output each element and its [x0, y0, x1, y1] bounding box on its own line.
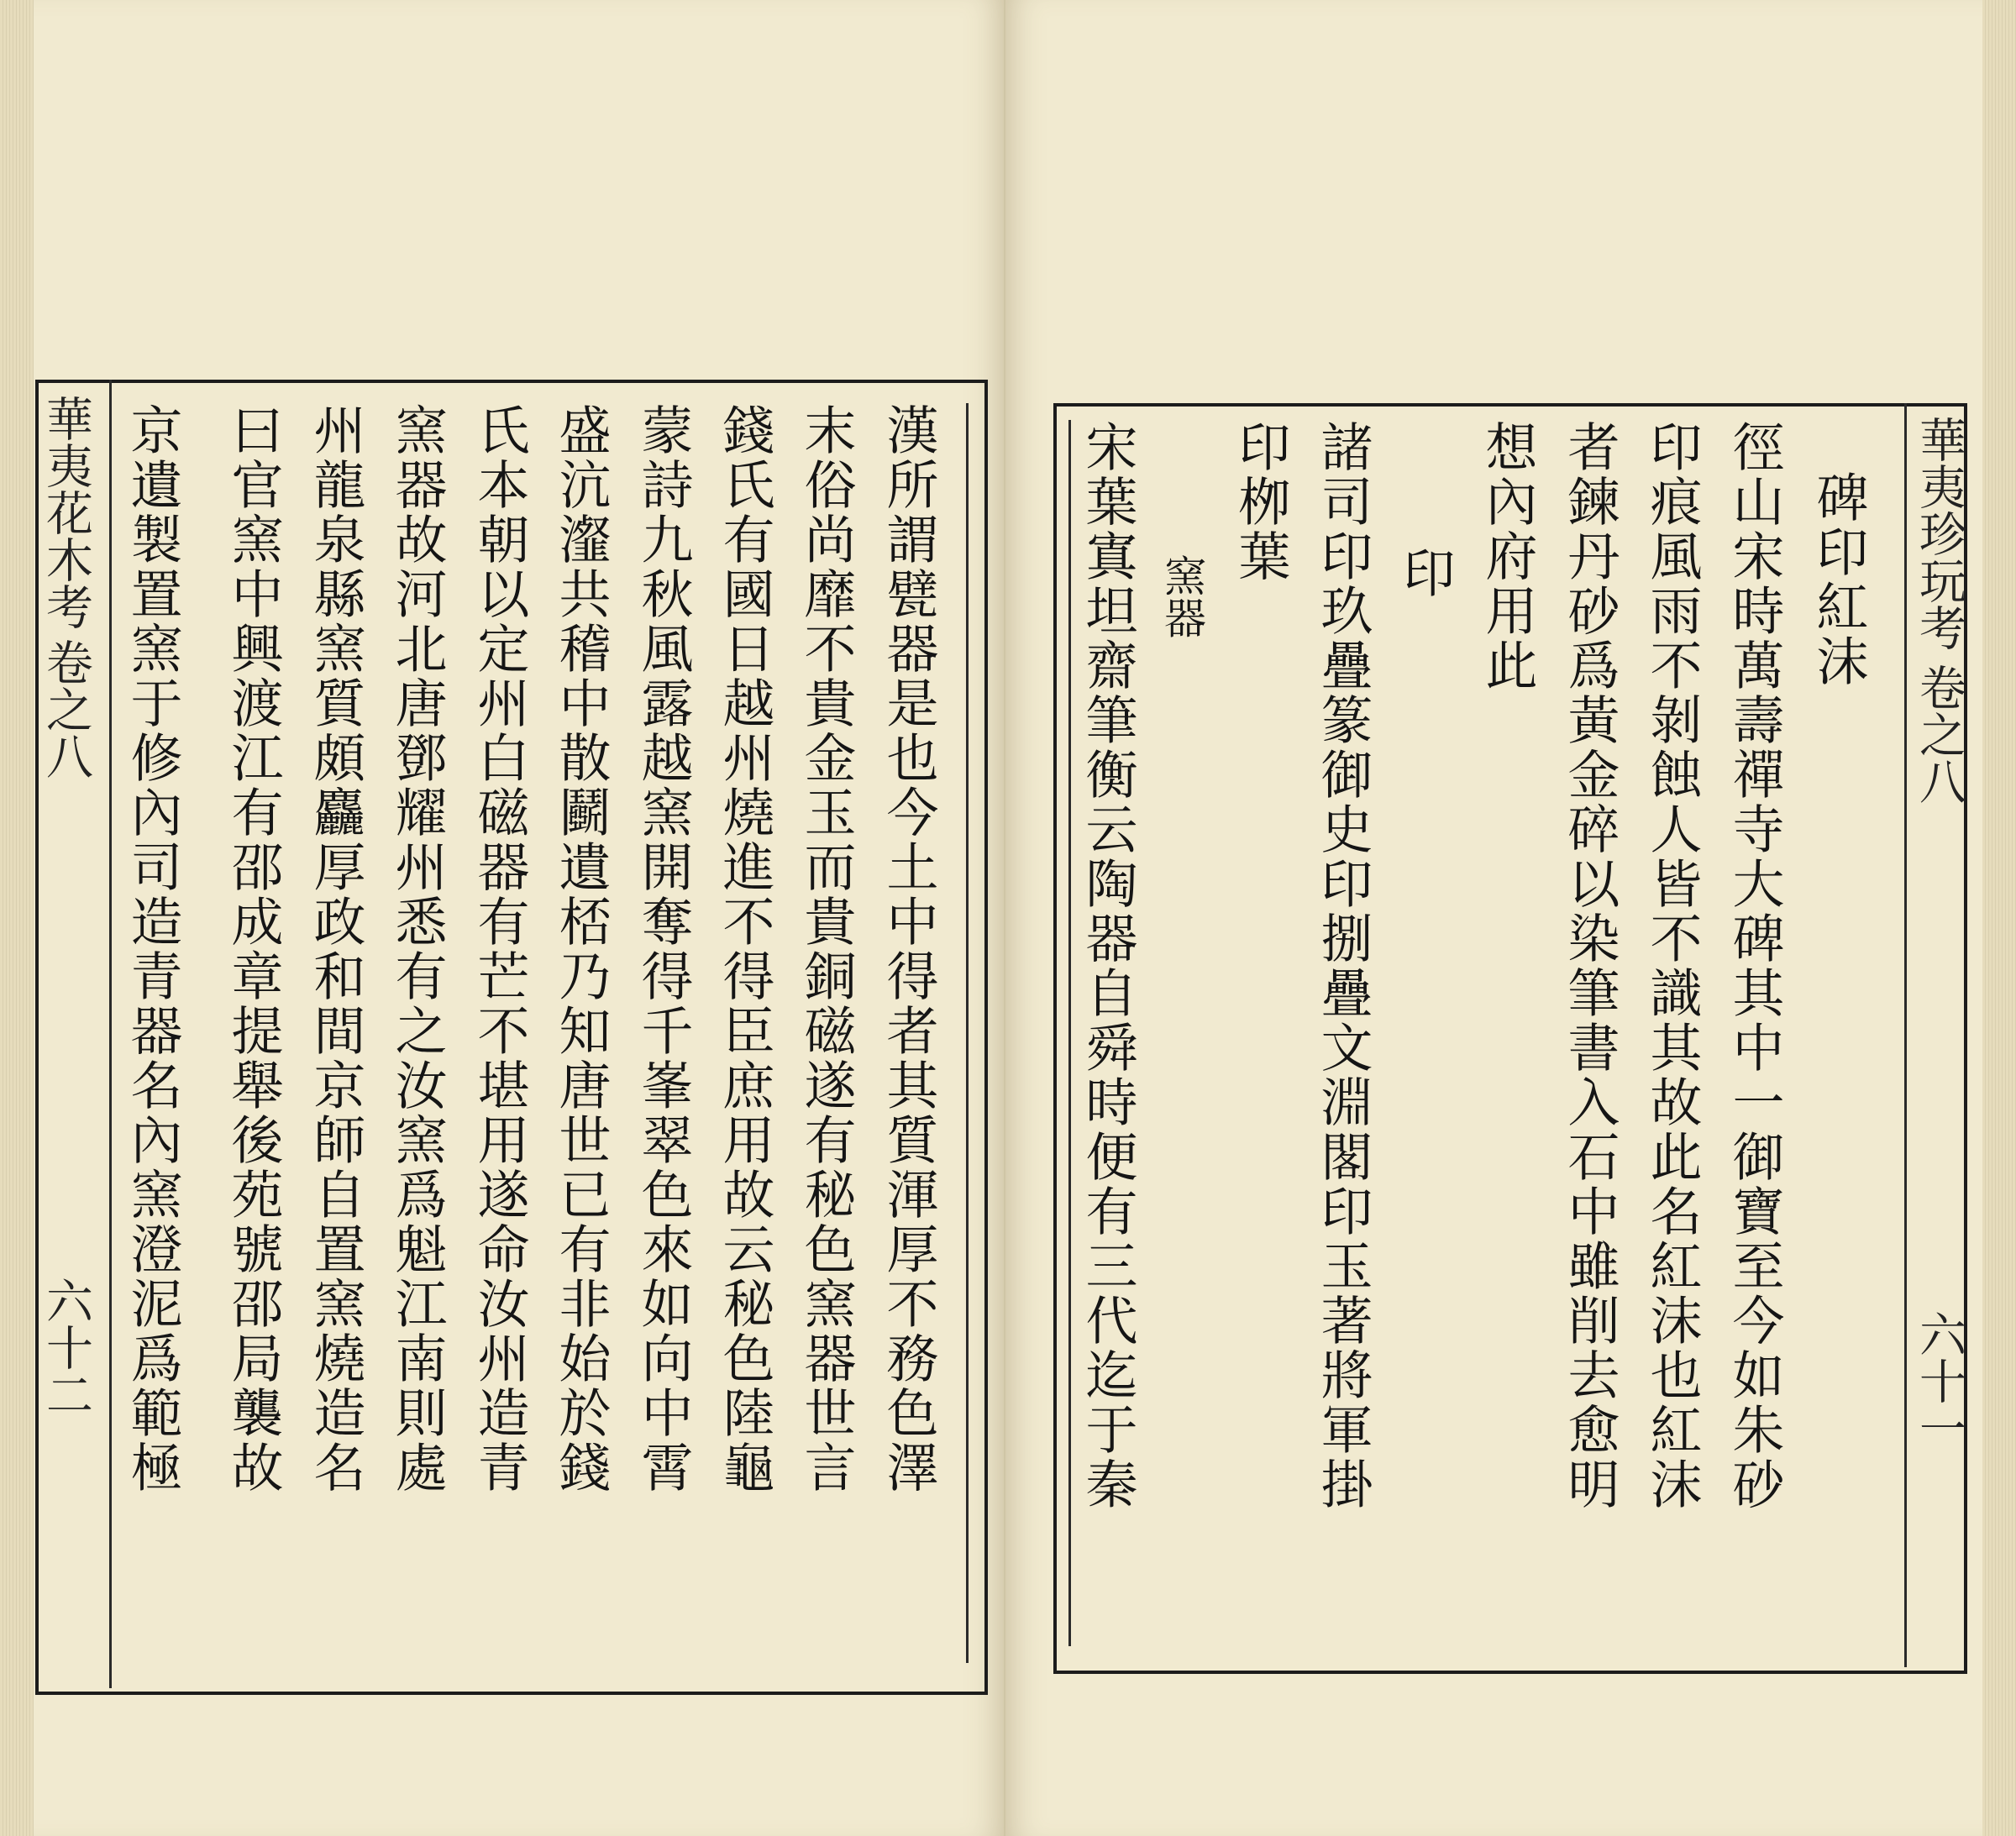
text-column: 印栁葉 [1230, 420, 1291, 584]
text-column: 京遺製置窯于修內司造青器名內窯澄泥爲範極 [122, 403, 183, 1495]
text-column: 窯器故河北唐鄧耀州悉有之汝窯爲魁江南則處 [386, 403, 448, 1495]
text-column: 想內府用此 [1477, 420, 1538, 693]
page-edges [1982, 0, 2016, 1836]
section-heading: 印 [1394, 546, 1456, 601]
text-column: 宋葉寘坦齋筆衡云陶器自舜時便有三代迄于秦 [1077, 420, 1138, 1512]
text-column: 曰官窯中興渡江有邵成章提舉後苑號邵局襲故 [223, 403, 284, 1495]
margin-volume: 卷之八 [39, 638, 93, 779]
center-fold-rule [109, 380, 112, 1688]
text-column: 漢所謂甓器是也今土中得者其質渾厚不務色澤 [878, 403, 939, 1495]
text-column: 州龍泉縣窯質頗麤厚政和間京師自置窯燒造名 [305, 403, 366, 1495]
text-column: 盛沆瀣共稽中散鬬遺桮乃知唐世已有非始於錢 [550, 403, 612, 1495]
margin-title: 華夷花木考 [39, 395, 93, 630]
text-column: 徑山宋時萬壽禪寺大碑其中一御寶至今如朱砂 [1724, 420, 1785, 1512]
text-column: 諸司印玖疊篆御史印捌疊文淵閣印玉著將軍掛 [1312, 420, 1373, 1512]
margin-leaf-number: 六十一 [1912, 1310, 1966, 1451]
section-heading: 碑印紅沫 [1808, 470, 1869, 689]
left-frame-inner-rule [966, 403, 969, 1663]
margin-leaf-number: 六十二 [39, 1277, 93, 1418]
center-fold-rule [1904, 403, 1907, 1667]
left-page [0, 0, 1005, 1836]
margin-volume: 卷之八 [1912, 664, 1966, 805]
right-page [1005, 0, 2016, 1836]
text-column: 印痕風雨不剝蝕人皆不識其故此名紅沫也紅沫 [1641, 420, 1703, 1512]
section-heading: 窯器 [1158, 554, 1206, 638]
text-column: 蒙詩九秋風露越窯開奪得千峯翠色來如向中霄 [633, 403, 694, 1495]
right-frame-inner-rule [1068, 420, 1071, 1646]
text-column: 者鍊丹砂爲黃金碎以染筆書入石中雖削去愈明 [1559, 420, 1620, 1512]
page-edges [0, 0, 34, 1836]
text-column: 氏本朝以定州白磁器有芒不堪用遂命汝州造青 [469, 403, 530, 1495]
text-column: 錢氏有國日越州燒進不得臣庶用故云秘色陸龜 [714, 403, 775, 1495]
text-column: 末俗尚靡不貴金玉而貴銅磁遂有秘色窯器世言 [795, 403, 857, 1495]
margin-title: 華夷珍玩考 [1912, 416, 1966, 651]
